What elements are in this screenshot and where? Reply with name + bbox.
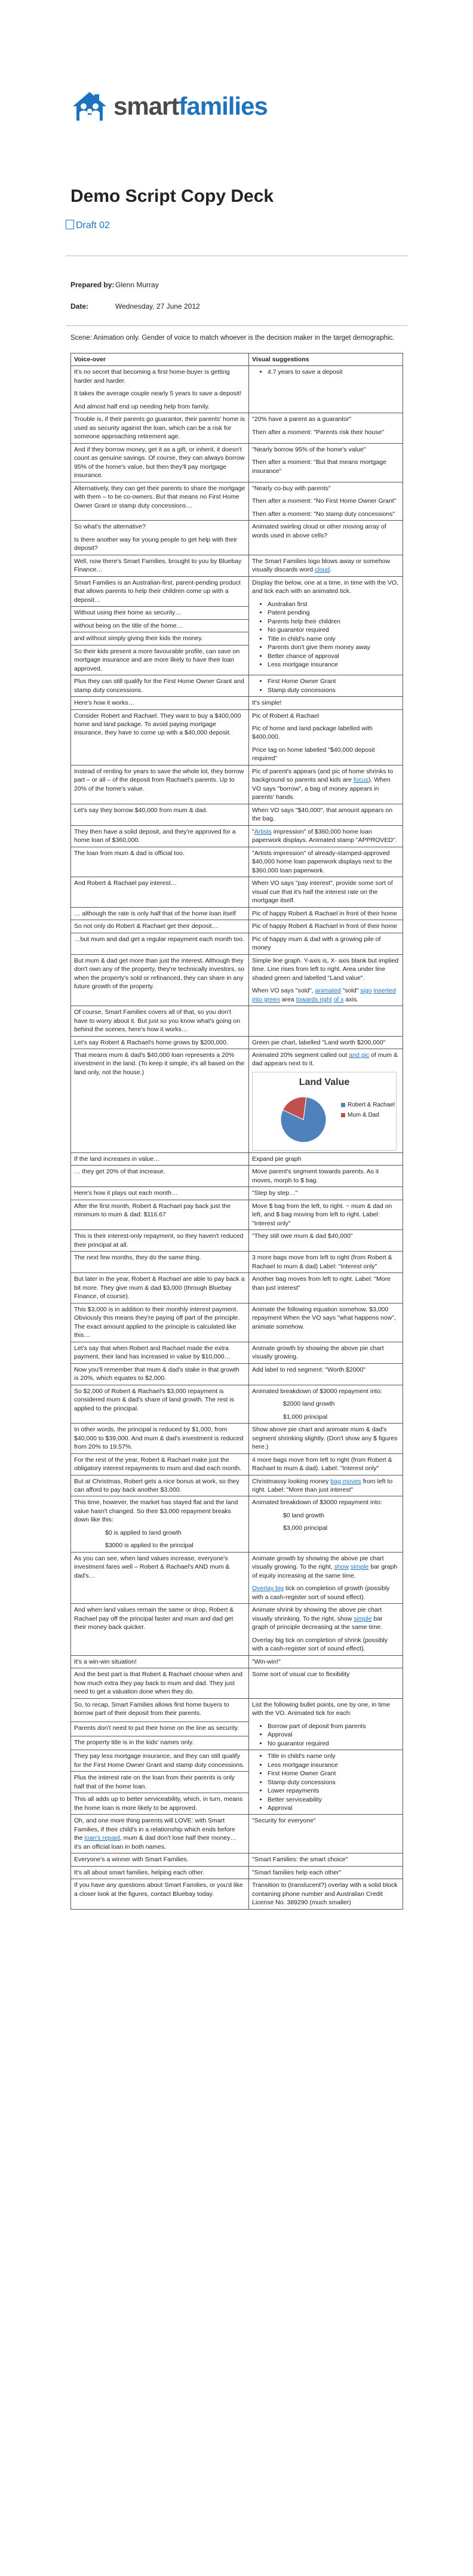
table-row bbox=[71, 1655, 403, 1668]
table-row bbox=[71, 709, 403, 765]
comment-highlight[interactable]: Artists bbox=[254, 828, 272, 835]
pie-svg bbox=[277, 1093, 330, 1146]
vo-text: It's no secret that becoming a first home-buyer is getting harder and harder. bbox=[74, 368, 230, 385]
visual-bullet: • Approval bbox=[268, 1804, 400, 1812]
table-row bbox=[71, 1879, 403, 1909]
table-row bbox=[71, 1273, 403, 1303]
visual-bullet: • Less mortgage insurance bbox=[268, 660, 400, 669]
table-row bbox=[71, 1252, 403, 1273]
voice-over-cell: …but mum and dad get a regular repayment each month too. bbox=[71, 933, 249, 954]
voice-over-cell: So not only do Robert & Rachael get their deposit… bbox=[71, 920, 249, 933]
legend-item bbox=[341, 1111, 395, 1119]
visual-text: Then after a moment: "No stamp duty concessions" bbox=[252, 510, 395, 518]
visual-cell bbox=[249, 1750, 403, 1815]
table-row bbox=[71, 1200, 403, 1229]
table-row bbox=[71, 1166, 403, 1187]
visual-cell bbox=[249, 1604, 403, 1655]
visual-text: $3,000 principal bbox=[283, 1524, 328, 1532]
visual-cell: It's simple! bbox=[249, 697, 403, 709]
table-row bbox=[71, 443, 403, 482]
divider bbox=[66, 325, 407, 326]
table-row bbox=[71, 825, 403, 847]
table-row bbox=[71, 555, 403, 576]
visual-text-part: area bbox=[280, 995, 296, 1003]
voice-over-cell: This all adds up to better serviceability, which, in turn, means the home loan is more likely to be approved. bbox=[71, 1793, 249, 1815]
voice-over-cell: Let's say that when Robert and Rachael made the extra payment, their land has increased in value by $10,000… bbox=[71, 1342, 249, 1363]
voice-over-cell: Everyone's a winner with Smart Families. bbox=[71, 1853, 249, 1866]
visual-bullet: • 4.7 years to save a deposit bbox=[268, 368, 400, 376]
table-row bbox=[71, 1866, 403, 1879]
vo-text: So what's the alternative? bbox=[74, 523, 146, 531]
visual-cell: "Artists impression" of $360,000 home loan paperwork displays. Animated stamp "APPROVED". bbox=[249, 825, 403, 847]
voice-over-cell: They pay less mortgage insurance, and they can still qualify for the First Home Owner Grant and stamp duty concessions. bbox=[71, 1750, 249, 1772]
visual-text-part: axis. bbox=[343, 995, 359, 1003]
table-row bbox=[71, 521, 403, 555]
table-row bbox=[71, 1363, 403, 1385]
comment-highlight[interactable]: bag moves bbox=[330, 1477, 361, 1485]
visual-cell: Move parent's segment towards parents. As it moves, morph to $ bag. bbox=[249, 1166, 403, 1187]
visual-text bbox=[252, 1606, 400, 1631]
visual-text: The Smart Families logo blows away or somehow visually discards word bbox=[252, 557, 391, 574]
table-row bbox=[71, 1750, 403, 1772]
vo-text: It takes the average couple nearly 5 years to save a deposit! bbox=[74, 390, 242, 398]
comment-highlight[interactable]: focus bbox=[353, 776, 368, 784]
visual-text: Animated breakdown of $3000 repayment into: bbox=[252, 1387, 382, 1395]
visual-text: ). When VO says "borrow", a bag of money appears in parents' hands. bbox=[252, 776, 391, 801]
visual-cell bbox=[249, 576, 403, 675]
table-row bbox=[71, 1853, 403, 1866]
comment-highlight[interactable]: simple bbox=[354, 1615, 372, 1622]
voice-over-cell: And if they borrow money, get it as a gift, or inherit, it doesn't count as genuine savings. Of course, they can always borrow 95% of the home's value, but then they'll pay mortgage insurance. bbox=[71, 443, 249, 482]
voice-over-cell: without being on the title of the home… bbox=[71, 619, 249, 632]
visual-cell bbox=[249, 1385, 403, 1423]
visual-bullet: • Approval bbox=[268, 1730, 400, 1739]
voice-over-cell: Plus the interest rate on the loan from their parents is only half that of the home loan. bbox=[71, 1772, 249, 1793]
table-row bbox=[71, 847, 403, 877]
visual-cell: 3 more bags move from left to right (from Robert & Rachael to mum & dad) Label: "Interest only" bbox=[249, 1252, 403, 1273]
table-row bbox=[71, 1006, 403, 1036]
header-visual-suggestions: Visual suggestions bbox=[249, 353, 403, 366]
voice-over-cell: This is their interest-only repayment, so they haven't reduced their principal at all. bbox=[71, 1230, 249, 1252]
table-row bbox=[71, 1424, 403, 1453]
visual-cell: Transition to (translucent?) overlay with a solid block containing phone number and Australian Credit License No. 389290 (much smaller) bbox=[249, 1879, 403, 1909]
vo-text: Oh, and one more thing parents will LOVE: with Smart Families, if their child's in a relationship which ends before the bbox=[74, 1817, 235, 1842]
table-row bbox=[71, 1152, 403, 1165]
voice-over-cell: If the land increases in value… bbox=[71, 1152, 249, 1165]
visual-cell: Pic of happy Robert & Rachael in front of their home bbox=[249, 907, 403, 920]
visual-text: List the following bullet points, one by one, in time with the VO. Animated tick for each: bbox=[252, 1701, 391, 1717]
visual-text: Pic of parent's appears (and pic of home shrinks to background so parents and kids are bbox=[252, 767, 394, 784]
visual-cell: When VO says "pay interest", provide some sort of visual cue that it's half the interest rate on the mortgage itself. bbox=[249, 877, 403, 907]
table-row bbox=[71, 366, 403, 413]
visual-cell bbox=[249, 1475, 403, 1496]
visual-text: Pic of Robert & Rachael bbox=[252, 712, 320, 720]
visual-cell: 4 more bags move from left to right (from Robert & Rachael to mum & dad). Label: "Interest only" bbox=[249, 1453, 403, 1475]
legend-swatch bbox=[341, 1113, 345, 1117]
visual-bullet: • Lower repayments bbox=[268, 1787, 400, 1795]
date-value: Wednesday, 27 June 2012 bbox=[115, 302, 200, 311]
voice-over-cell: … although the rate is only half that of the home loan itself bbox=[71, 907, 249, 920]
visual-cell: "Step by step…" bbox=[249, 1187, 403, 1200]
logo-wordmark bbox=[113, 92, 268, 121]
visual-cell bbox=[249, 765, 403, 804]
prepared-by-label: Prepared by: bbox=[70, 281, 115, 289]
table-row bbox=[71, 954, 403, 1006]
table-row bbox=[71, 576, 403, 606]
visual-text: from left to right. Label: "More than just interest" bbox=[252, 1477, 393, 1493]
visual-cell: Animated swirling cloud or other moving array of words used in above cells? bbox=[249, 521, 403, 555]
visual-cell bbox=[249, 709, 403, 765]
visual-text: Then after a moment: "No First Home Owner Grant" bbox=[252, 497, 397, 505]
legend-label: Mum & Dad bbox=[348, 1111, 379, 1118]
voice-over-cell: Here's how it plays out each month… bbox=[71, 1187, 249, 1200]
voice-over-cell: Without using their home as security… bbox=[71, 607, 249, 619]
voice-over-cell: … they get 20% of that increase. bbox=[71, 1166, 249, 1187]
visual-bullet: • Less mortgage insurance bbox=[268, 1761, 400, 1769]
visual-cell: Animate growth by showing the above pie chart visually growing. bbox=[249, 1342, 403, 1363]
voice-over-cell: But mum & dad get more than just the interest. Although they don't own any of the property, they're technically investors, so when the property's sold or refinanced, they can share in any future growth of the property. bbox=[71, 954, 249, 1006]
script-table bbox=[70, 353, 403, 1910]
voice-over-cell: Smart Families is an Australian-first, parent-pending product that allows parents to help their children come up with a deposit… bbox=[71, 576, 249, 606]
document-title: Demo Script Copy Deck bbox=[70, 186, 274, 206]
vo-text: Is there another way for young people to get help with their deposit? bbox=[74, 536, 238, 552]
visual-text: Price tag on home labelled "$40,000 deposit required" bbox=[252, 746, 375, 763]
voice-over-cell: That means mum & dad's $40,000 loan represents a 20% investment in the land. (To keep it simple, it's all based on the land only, not the house.) bbox=[71, 1049, 249, 1153]
comment-highlight[interactable]: simple bbox=[350, 1563, 369, 1571]
voice-over-cell: After the first month, Robert & Rachael pay back just the minimum to mum & dad: $116.67 bbox=[71, 1200, 249, 1229]
visual-text-part: "sold" bbox=[340, 987, 361, 995]
visual-text-part: When VO says "sold", bbox=[252, 987, 315, 995]
table-row bbox=[71, 482, 403, 520]
comment-highlight[interactable]: towards right bbox=[296, 995, 332, 1003]
visual-cell bbox=[249, 366, 403, 413]
visual-cell: "Artists impression" of already-stamped-approved $40,000 home loan paperwork displays next to the $360,000 loan paperwork. bbox=[249, 847, 403, 877]
visual-cell: "Security for everyone" bbox=[249, 1815, 403, 1853]
voice-over-cell bbox=[71, 1815, 249, 1853]
table-row bbox=[71, 675, 403, 697]
prepared-by-row bbox=[70, 281, 159, 289]
voice-over-cell: Let's say Robert & Rachael's home grows by $200,000. bbox=[71, 1036, 249, 1049]
visual-cell bbox=[249, 1698, 403, 1750]
visual-cell bbox=[249, 675, 403, 697]
comment-highlight[interactable]: loan's repaid bbox=[84, 1834, 120, 1842]
voice-over-cell: But later in the year, Robert & Rachael are able to pay back a bit more. They give mum & dad $3,000 (through Bluebay Finance, of course). bbox=[71, 1273, 249, 1303]
table-row bbox=[71, 933, 403, 954]
visual-text: Animated breakdown of $3000 repayment into: bbox=[252, 1499, 382, 1507]
visual-cell: "They still owe mum & dad $40,000" bbox=[249, 1230, 403, 1252]
voice-over-cell: In other words, the principal is reduced by $1,000, from $40,000 to $39,000. And mum & dad's investment is reduced from 20% to 19.57%. bbox=[71, 1424, 249, 1453]
voice-over-cell: Plus they can still qualify for the First Home Owner Grant and stamp duty concessions. bbox=[71, 675, 249, 697]
land-value-pie-chart bbox=[252, 1072, 397, 1151]
table-row bbox=[71, 697, 403, 709]
visual-text: $1,000 principal bbox=[283, 1413, 328, 1421]
voice-over-cell bbox=[71, 366, 249, 413]
visual-bullet: • Parents help their children bbox=[268, 617, 400, 626]
table-row bbox=[71, 1342, 403, 1363]
visual-bullet: • Australian first bbox=[268, 600, 400, 608]
comment-highlight[interactable]: Overlay big bbox=[252, 1585, 284, 1593]
visual-bullet: • Parents don't give them money away bbox=[268, 643, 400, 651]
legend-label: Robert & Rachael bbox=[348, 1101, 395, 1108]
voice-over-cell: And Robert & Rachael pay interest… bbox=[71, 877, 249, 907]
voice-over-cell: So $2,000 of Robert & Rachael's $3,000 repayment is considered mum & dad's share of land growth. The rest is applied to the principal. bbox=[71, 1385, 249, 1423]
visual-text-part: bar graph of equity increasing at the same time. bbox=[252, 1563, 398, 1579]
voice-over-cell: They then have a solid deposit, and they're approved for a home loan of $360,000. bbox=[71, 825, 249, 847]
visual-cell: "Smart Families: the smart choice" bbox=[249, 1853, 403, 1866]
table-row bbox=[71, 1668, 403, 1698]
visual-cell: Show above pie chart and animate mum & dad's segment shrinking slightly. (Don't show any $ figures here.) bbox=[249, 1424, 403, 1453]
visual-text-part: Animate growth by showing the above pie chart visually growing. To the right, bbox=[252, 1554, 384, 1571]
visual-cell: Another bag moves from left to right. Label: "More than just interest" bbox=[249, 1273, 403, 1303]
table-row bbox=[71, 1815, 403, 1853]
visual-cell: Pic of happy mum & dad with a growing pile of money bbox=[249, 933, 403, 954]
visual-text: $2000 land growth bbox=[283, 1400, 335, 1408]
logo-text-families: families bbox=[179, 92, 268, 120]
visual-bullet: • Borrow part of deposit from parents bbox=[268, 1722, 400, 1730]
table-row bbox=[71, 907, 403, 920]
visual-text-part: bar graph of principle decreasing at the same time. bbox=[252, 1615, 383, 1631]
table-row bbox=[71, 1036, 403, 1049]
header-voice-over: Voice-over bbox=[71, 353, 249, 366]
visual-text: Animated 20% segment called out bbox=[252, 1052, 349, 1059]
visual-cell: "Smart families help each other" bbox=[249, 1866, 403, 1879]
visual-cell bbox=[249, 1049, 403, 1153]
table-header-row bbox=[71, 353, 403, 366]
visual-bullet: • No guarantor required bbox=[268, 626, 400, 634]
house-family-icon bbox=[70, 90, 109, 123]
voice-over-cell: And the best part is that Robert & Rachael choose when and how much extra they pay back to mum and dad. They just need to get a valuation done when they do. bbox=[71, 1668, 249, 1698]
voice-over-cell: Of course, Smart Families covers all of that, so you don't have to worry about it. But just so you know what's going on behind the scenes, here's how it works… bbox=[71, 1006, 249, 1036]
visual-text: Then after a moment: "But that means mortgage insurance" bbox=[252, 459, 386, 475]
table-row bbox=[71, 920, 403, 933]
visual-bullet: • Title in child's name only bbox=[268, 1752, 400, 1760]
visual-text: Simple line graph. Y-axis is, X- axis blank but implied time. Line rises from left to right. Area under line shaded green and labelled "Land value". bbox=[252, 957, 399, 982]
visual-cell: Some sort of visual cue to flexibility bbox=[249, 1668, 403, 1698]
visual-bullet: • Patent pending bbox=[268, 608, 400, 617]
chart-legend bbox=[341, 1101, 395, 1121]
visual-bullet: • Better serviceability bbox=[268, 1796, 400, 1804]
draft-marker-icon bbox=[66, 220, 74, 229]
comment-highlight[interactable]: inserted into green bbox=[252, 987, 396, 1003]
visual-text-part: Animate shrink by showing the above pie chart visually shrinking. To the right, show bbox=[252, 1606, 382, 1622]
table-row bbox=[71, 1698, 403, 1722]
voice-over-cell: And when land values remain the same or drop, Robert & Rachael pay off the principal faster and mum and dad get their money back quicker. bbox=[71, 1604, 249, 1655]
smart-families-logo bbox=[70, 90, 268, 123]
visual-cell: Move $ bag from the left, to right. ~ mum & dad on left, and $ bag moving from left to right. Label: "Interest only" bbox=[249, 1200, 403, 1229]
table-row bbox=[71, 1604, 403, 1655]
visual-cell bbox=[249, 954, 403, 1006]
visual-cell bbox=[249, 482, 403, 520]
visual-cell: Add label to red segment: "Worth $2000" bbox=[249, 1363, 403, 1385]
visual-text: Pic of home and land package labelled with $400,000. bbox=[252, 724, 373, 741]
table-row bbox=[71, 877, 403, 907]
legend-swatch bbox=[341, 1103, 345, 1107]
visual-text bbox=[252, 986, 400, 1004]
visual-text: Then after a moment: "Parents risk their house" bbox=[252, 428, 385, 436]
visual-bullet: • No guarantor required bbox=[268, 1739, 400, 1748]
visual-text: "20% have a parent as a guarantor" bbox=[252, 416, 352, 423]
voice-over-cell: As you can see, when land values increase, everyone's investment fares well – Robert & Rachael's AND mum & dad's… bbox=[71, 1552, 249, 1603]
table-row bbox=[71, 1187, 403, 1200]
voice-over-cell: Alternatively, they can get their parents to share the mortgage with them – to be co-owners. But that means no First Home Owner Grant or stamp duty concessions… bbox=[71, 482, 249, 520]
scene-note: Scene: Animation only. Gender of voice to match whoever is the decision maker in the target demographic. bbox=[70, 334, 395, 342]
comment-highlight[interactable]: animated bbox=[315, 987, 341, 995]
prepared-by-value: Glenn Murray bbox=[115, 281, 159, 289]
visual-cell bbox=[249, 443, 403, 482]
voice-over-cell bbox=[71, 521, 249, 555]
visual-cell bbox=[249, 555, 403, 576]
table-row bbox=[71, 1496, 403, 1552]
visual-text: of mum & dad appears next to it. bbox=[252, 1052, 398, 1068]
voice-over-cell: The next few months, they do the same thing. bbox=[71, 1252, 249, 1273]
visual-bullet: • Title in child's name only bbox=[268, 635, 400, 643]
legend-item bbox=[341, 1101, 395, 1109]
visual-text: impression" of $360,000 home loan paperwork displays. Animated stamp "APPROVED". bbox=[252, 828, 397, 844]
visual-text bbox=[252, 1554, 400, 1580]
table-row bbox=[71, 1230, 403, 1252]
table-row bbox=[71, 1049, 403, 1153]
visual-cell: Animate the following equation somehow. $3,000 repayment When the VO says "what happens now", animate somehow. bbox=[249, 1303, 403, 1342]
table-row bbox=[71, 765, 403, 804]
table-row bbox=[71, 1552, 403, 1603]
visual-text: Display the below, one at a time, in time with the VO, and tick each with an animated tick. bbox=[252, 579, 399, 595]
visual-bullet: • First Home Owner Grant bbox=[268, 677, 400, 686]
voice-over-cell: The loan from mum & dad is official too. bbox=[71, 847, 249, 877]
voice-over-cell: So their kids present a more favourable profile, can save on mortgage insurance and are more likely to have their loan approved. bbox=[71, 645, 249, 675]
visual-text-part: tick on completion of growth (possibly with a cash-register sort of sound effect). bbox=[252, 1585, 390, 1601]
visual-text bbox=[252, 1584, 400, 1601]
voice-over-cell: This $3,000 is in addition to their monthly interest payment. Obviously this means they're paying off part of the principle. The exact amount applied to the principle is calculated like this… bbox=[71, 1303, 249, 1342]
date-label: Date: bbox=[70, 302, 89, 311]
table-row bbox=[71, 1385, 403, 1423]
table-row bbox=[71, 1475, 403, 1496]
voice-over-cell: Parents don't need to put their home on the line as security. bbox=[71, 1722, 249, 1736]
visual-cell bbox=[249, 413, 403, 443]
voice-over-cell: If you have any questions about Smart Families, or you'd like a closer look at the figures, contact Bluebay today. bbox=[71, 1879, 249, 1909]
visual-text: Overlay big tick on completion of shrink (possibly with a cash-register sort of sound effect). bbox=[252, 1636, 388, 1653]
visual-cell bbox=[249, 1006, 403, 1036]
visual-text: $0 land growth bbox=[283, 1511, 324, 1519]
vo-text: This time, however, the market has stayed flat and the land value hasn't changed. So their $3,000 repayment breaks down like this: bbox=[74, 1499, 238, 1524]
voice-over-cell: and without simply giving their kids the money. bbox=[71, 632, 249, 645]
voice-over-cell: The property title is in the kids' names only. bbox=[71, 1736, 249, 1750]
visual-cell bbox=[249, 1496, 403, 1552]
voice-over-cell: Here's how it works… bbox=[71, 697, 249, 709]
visual-cell: Green pie chart, labelled "Land worth $200,000" bbox=[249, 1036, 403, 1049]
chart-title: Land Value bbox=[299, 1077, 350, 1087]
visual-text: Christmassy looking money bbox=[252, 1477, 331, 1485]
benefit-list bbox=[252, 600, 400, 669]
visual-bullet: • Stamp duty concessions bbox=[268, 686, 400, 694]
visual-text: . bbox=[330, 566, 332, 574]
vo-text: And almost half end up needing help from family. bbox=[74, 402, 210, 410]
visual-text: "Nearly borrow 95% of the home's value" bbox=[252, 445, 366, 453]
voice-over-cell: Consider Robert and Rachael. They want to buy a $400,000 home and land package. To avoid paying mortgage insurance, they have to come up with a $40,000 deposit. bbox=[71, 709, 249, 765]
logo-text-smart: smart bbox=[113, 92, 179, 120]
table-row bbox=[71, 1453, 403, 1475]
visual-cell: Pic of happy Robert & Rachael in front of their home bbox=[249, 920, 403, 933]
voice-over-cell: But at Christmas, Robert gets a nice bonus at work, so they can afford to pay back another $3,000. bbox=[71, 1475, 249, 1496]
voice-over-cell bbox=[71, 1496, 249, 1552]
voice-over-cell: Trouble is, if their parents go guarantor, their parents' home is used as security against the loan, which can be a risk for someone approaching retirement age. bbox=[71, 413, 249, 443]
visual-bullet: • Better chance of approval bbox=[268, 652, 400, 660]
comment-highlight[interactable]: of x bbox=[333, 995, 344, 1003]
visual-cell: Expand pie graph bbox=[249, 1152, 403, 1165]
voice-over-cell: It's a win-win situation! bbox=[71, 1655, 249, 1668]
vo-text: , mum & dad don't lose half their money… it's an official loan in both names. bbox=[74, 1834, 236, 1850]
table-row bbox=[71, 1303, 403, 1342]
draft-label bbox=[66, 220, 110, 231]
vo-text: $0 is applied to land growth bbox=[105, 1529, 182, 1536]
voice-over-cell: It's all about smart families, helping each other. bbox=[71, 1866, 249, 1879]
voice-over-cell: Let's say they borrow $40,000 from mum & dad. bbox=[71, 804, 249, 825]
voice-over-cell: Now you'll remember that mum & dad's stake in that growth is 20%, which equates to $2,000. bbox=[71, 1363, 249, 1385]
visual-cell bbox=[249, 1552, 403, 1603]
voice-over-cell: Well, now there's Smart Families, brought to you by Bluebay Finance… bbox=[71, 555, 249, 576]
voice-over-cell: For the rest of the year, Robert & Rachael make just the obligatory interest repayments to mum and dad each month. bbox=[71, 1453, 249, 1475]
comment-highlight[interactable]: and pic bbox=[349, 1052, 370, 1059]
draft-text: Draft 02 bbox=[76, 220, 110, 230]
table-row bbox=[71, 413, 403, 443]
visual-cell: When VO says "$40,000", that amount appears on the bag. bbox=[249, 804, 403, 825]
visual-cell: "Win-win!" bbox=[249, 1655, 403, 1668]
voice-over-cell: So, to recap, Smart Families allows first home buyers to borrow part of their deposit from their parents. bbox=[71, 1698, 249, 1722]
date-row bbox=[70, 302, 200, 311]
comment-highlight[interactable]: show bbox=[334, 1563, 349, 1571]
comment-highlight[interactable]: cloud bbox=[315, 566, 330, 574]
comment-highlight[interactable]: sign bbox=[360, 987, 372, 995]
voice-over-cell: Instead of renting for years to save the whole lot, they borrow part – or all – of the deposit from Rachael's parents. Up to 20% of the home's value. bbox=[71, 765, 249, 804]
vo-text: $3000 is applied to the principal bbox=[105, 1542, 194, 1550]
visual-bullet: • Stamp duty concessions bbox=[268, 1778, 400, 1787]
table-row bbox=[71, 804, 403, 825]
visual-text: "Nearly co-buy with parents" bbox=[252, 484, 331, 492]
visual-bullet: • First Home Owner Grant bbox=[268, 1769, 400, 1778]
